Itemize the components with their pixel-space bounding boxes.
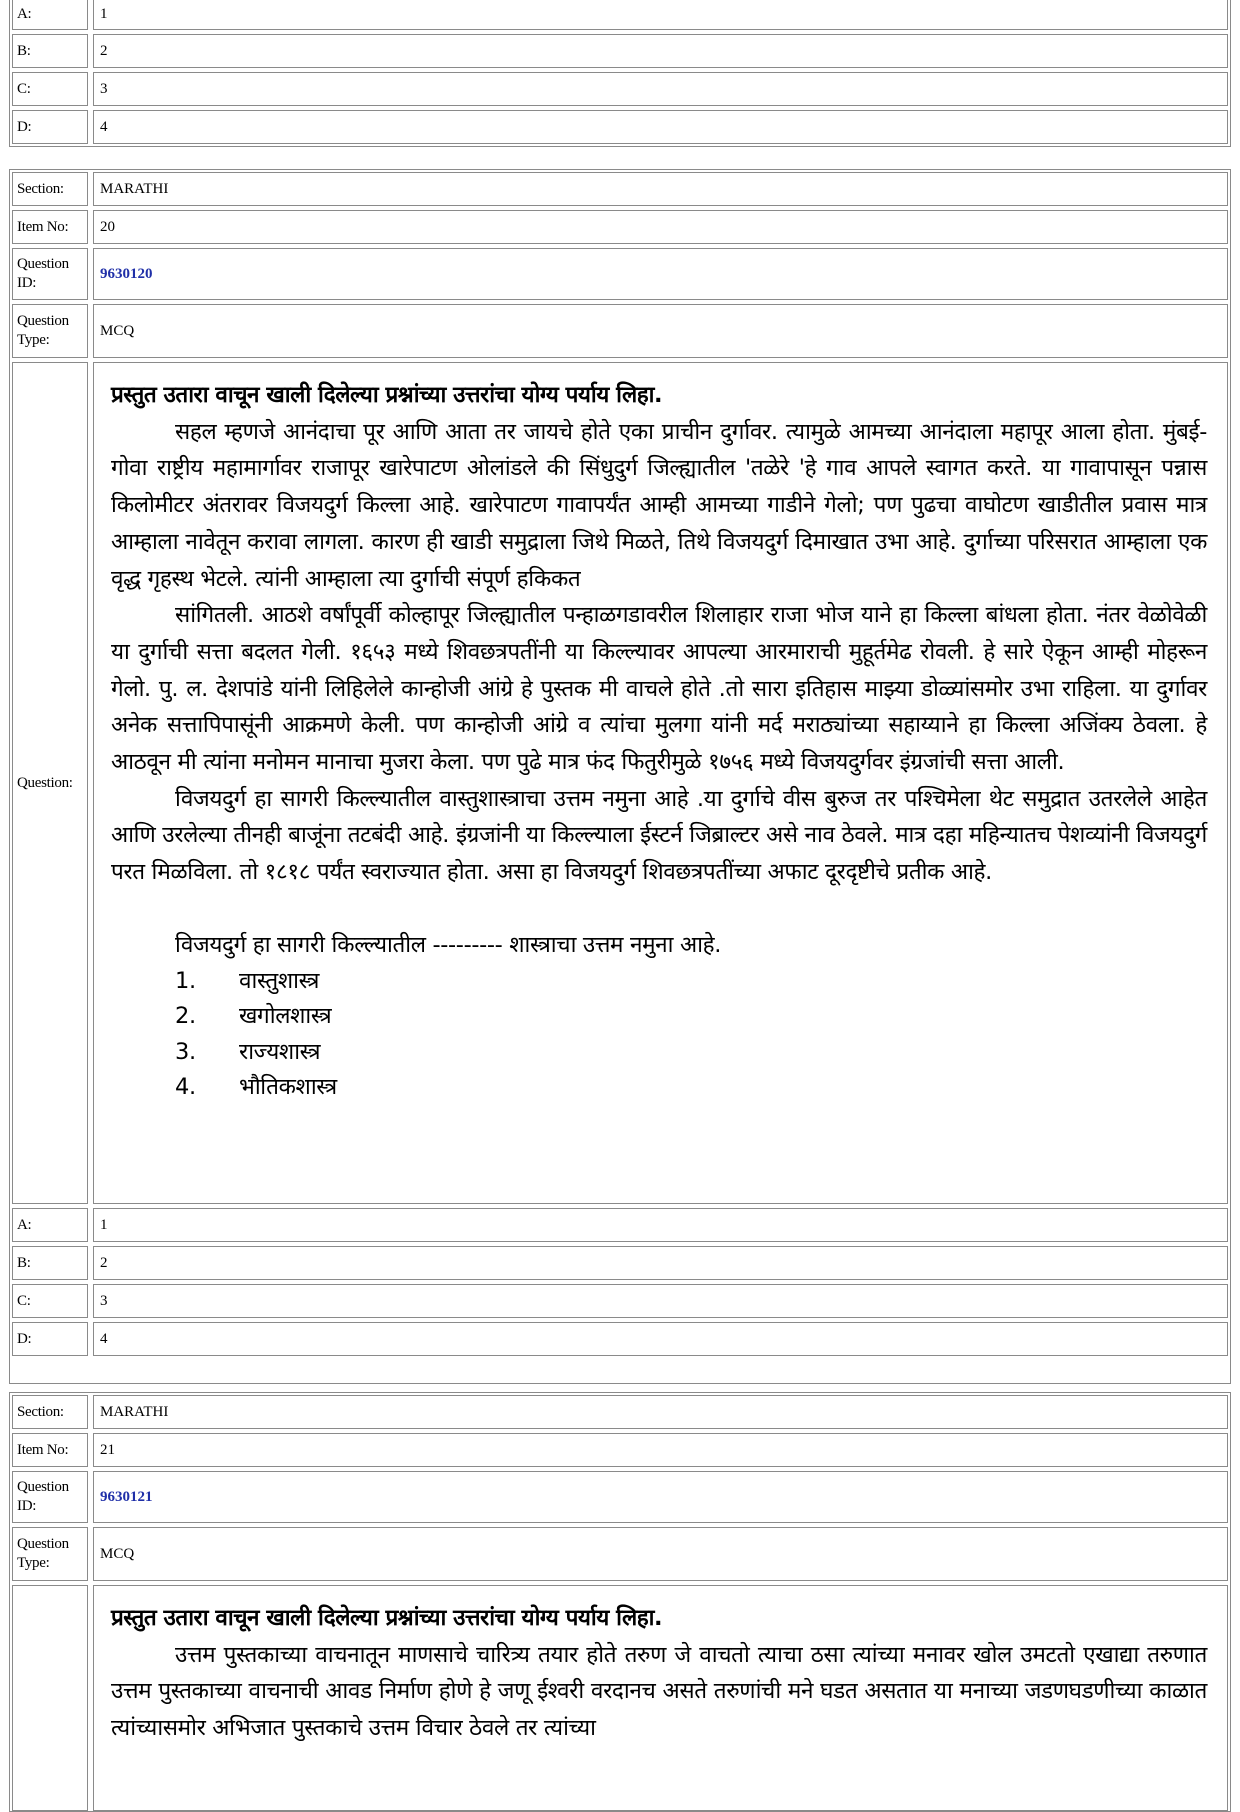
option-3-number: 3. bbox=[175, 1038, 196, 1065]
question-row bbox=[12, 1585, 1228, 1811]
section-label: Section: bbox=[12, 1395, 88, 1429]
question-content bbox=[93, 1585, 1228, 1811]
item-no-label: Item No: bbox=[12, 210, 88, 244]
option-2-text: खगोलशास्त्र bbox=[239, 1003, 332, 1030]
question-id-value: 9630121 bbox=[100, 1488, 153, 1505]
item-no-row bbox=[12, 1433, 1228, 1467]
option-1-number: 1. bbox=[175, 967, 196, 994]
question-label: Question: bbox=[12, 362, 88, 1204]
answer-c-label: C: bbox=[12, 72, 88, 106]
section-value: MARATHI bbox=[93, 1395, 1228, 1429]
option-1-text: वास्तुशास्त्र bbox=[239, 967, 320, 994]
option-3-text: राज्यशास्त्र bbox=[239, 1038, 321, 1065]
answer-row-b bbox=[12, 34, 1228, 68]
answer-d-label: D: bbox=[12, 110, 88, 144]
answer-row-b bbox=[12, 1246, 1228, 1280]
answer-a-label: A: bbox=[12, 1208, 88, 1242]
question-prompt: विजयदुर्ग हा सागरी किल्ल्यातील --------- शास्त्राचा उत्तम नमुना आहे. bbox=[175, 931, 721, 958]
answer-c-value: 3 bbox=[93, 72, 1228, 106]
question-type-label: Question Type: bbox=[12, 304, 88, 358]
question-id-label: Question ID: bbox=[12, 248, 88, 300]
question-type-value: MCQ bbox=[93, 304, 1228, 358]
item-no-value: 21 bbox=[93, 1433, 1228, 1467]
answer-a-label: A: bbox=[12, 0, 88, 30]
answer-c-label: C: bbox=[12, 1284, 88, 1318]
question-type-value: MCQ bbox=[93, 1527, 1228, 1581]
answer-row-c bbox=[12, 72, 1228, 106]
passage-paragraph-1: सहल म्हणजे आनंदाचा पूर आणि आता तर जायचे होते एका प्राचीन दुर्गावर. त्यामुळे आमच्या आनंदाला महापूर आला होता. मुंबई-गोवा राष्ट्रीय महामार्गावर राजापूर खारेपाटण ओलांडले की सिंधुदुर्ग जिल्ह्यातील 'तळेरे 'हे गाव आपले स्वागत करते. या गावापासून पन्नास किलोमीटर अंतरावर विजयदुर्ग किल्ला आहे. खारेपाटण गावापर्यंत आम्ही आमच्या गाडीने गेलो; पण पुढचा वाघोटण खाडीतील प्रवास मात्र आम्हाला नावेतून करावा लागला. कारण ही खाडी समुद्राला जिथे मिळते, तिथे विजयदुर्ग दिमाखात उभा आहे. दुर्गाच्या परिसरात आम्हाला एक वृद्ध गृहस्थ भेटले. त्यांनी आम्हाला त्या दुर्गाची संपूर्ण हकिकत bbox=[111, 418, 1207, 592]
answer-row-d bbox=[12, 110, 1228, 144]
item-no-row bbox=[12, 210, 1228, 244]
question-row bbox=[12, 362, 1228, 1204]
question-id-row bbox=[12, 1471, 1228, 1523]
passage-paragraph-3: विजयदुर्ग हा सागरी किल्ल्यातील वास्तुशास्त्राचा उत्तम नमुना आहे .या दुर्गाचे वीस बुरुज तर पश्चिमेला थेट समुद्रात उतरलेले आहेत आणि उरलेल्या तीनही बाजूंना तटबंदी आहे. इंग्रजांनी या किल्ल्याला ईस्टर्न जिब्राल्टर असे नाव ठेवले. मात्र दहा महिन्यातच पेशव्यांनी विजयदुर्ग परत मिळविला. तो १८१८ पर्यंत स्वराज्यात होता. असा हा विजयदुर्ग शिवछत्रपतींच्या अफाट दूरदृष्टीचे प्रतीक आहे. bbox=[111, 785, 1207, 886]
section-label: Section: bbox=[12, 172, 88, 206]
question-content bbox=[93, 362, 1228, 1204]
question-heading: प्रस्तुत उतारा वाचून खाली दिलेल्या प्रश्नांच्या उत्तरांचा योग्य पर्याय लिहा. bbox=[111, 1605, 663, 1631]
answer-d-value: 4 bbox=[93, 110, 1228, 144]
option-4-text: भौतिकशास्त्र bbox=[239, 1074, 337, 1101]
section-row bbox=[12, 1395, 1228, 1429]
answer-c-value: 3 bbox=[93, 1284, 1228, 1318]
answer-row-a bbox=[12, 1208, 1228, 1242]
answer-b-label: B: bbox=[12, 34, 88, 68]
option-2-number: 2. bbox=[175, 1003, 196, 1030]
question-id-row bbox=[12, 248, 1228, 300]
question-type-row bbox=[12, 1527, 1228, 1581]
passage-paragraph-1: उत्तम पुस्तकाच्या वाचनातून माणसाचे चारित्र्य तयार होते तरुण जे वाचतो त्याचा ठसा त्यांच्या मनावर खोल उमटतो एखाद्या तरुणात उत्तम पुस्तकाच्या वाचनाची आवड निर्माण होणे हे जणू ईश्वरी वरदानच असते तरुणांची मने घडत असतात या मनाच्या जडणघडणीच्या काळात त्यांच्यासमोर अभिजात पुस्तकाचे उत्तम विचार ठेवले तर त्यांच्या bbox=[111, 1641, 1207, 1742]
item-no-label: Item No: bbox=[12, 1433, 88, 1467]
answer-d-value: 4 bbox=[93, 1322, 1228, 1356]
question-label bbox=[12, 1585, 88, 1811]
section-row bbox=[12, 172, 1228, 206]
question-id-value: 9630120 bbox=[100, 265, 153, 282]
answer-b-value: 2 bbox=[93, 1246, 1228, 1280]
answer-row-d bbox=[12, 1322, 1228, 1356]
section-value: MARATHI bbox=[93, 172, 1228, 206]
question-id-cell bbox=[93, 248, 1228, 300]
answer-b-value: 2 bbox=[93, 34, 1228, 68]
question-block-20 bbox=[9, 169, 1231, 1384]
question-type-label: Question Type: bbox=[12, 1527, 88, 1581]
answer-b-label: B: bbox=[12, 1246, 88, 1280]
option-1 bbox=[111, 964, 1207, 1000]
question-text bbox=[111, 377, 1207, 1106]
option-4 bbox=[111, 1070, 1207, 1106]
question-block-21 bbox=[9, 1392, 1231, 1812]
question-id-cell bbox=[93, 1471, 1228, 1523]
answer-a-value: 1 bbox=[93, 1208, 1228, 1242]
passage-paragraph-2: सांगितली. आठशे वर्षांपूर्वी कोल्हापूर जिल्ह्यातील पन्हाळगडावरील शिलाहार राजा भोज याने हा किल्ला बांधला होता. नंतर वेळोवेळी या दुर्गाची सत्ता बदलत गेली. १६५३ मध्ये शिवछत्रपतींनी या किल्ल्यावर आपल्या आरमाराची मुहूर्तमेढ रोवली. हे सारे ऐकून आम्ही मोहरून गेलो. पु. ल. देशपांडे यांनी लिहिलेले कान्होजी आंग्रे हे पुस्तक मी वाचले होते .तो सारा इतिहास माझ्या डोळ्यांसमोर उभा राहिला. या दुर्गावर अनेक सत्तापिपासूंनी आक्रमणे केली. पण कान्होजी आंग्रे व त्यांचा मुलगा यांनी मर्द मराठ्यांच्या सहाय्याने हा किल्ला अजिंक्य ठेवला. हे आठवून मी त्यांना मनोमन मानाचा मुजरा केला. पण पुढे मात्र फंद फितुरीमुळे १७५६ मध्ये विजयदुर्गवर इंग्रजांची सत्ता आली. bbox=[111, 602, 1207, 776]
answer-d-label: D: bbox=[12, 1322, 88, 1356]
answer-a-value: 1 bbox=[93, 0, 1228, 30]
option-3 bbox=[111, 1035, 1207, 1071]
question-type-row bbox=[12, 304, 1228, 358]
question-heading: प्रस्तुत उतारा वाचून खाली दिलेल्या प्रश्नांच्या उत्तरांचा योग्य पर्याय लिहा. bbox=[111, 382, 663, 408]
question-id-label: Question ID: bbox=[12, 1471, 88, 1523]
option-4-number: 4. bbox=[175, 1074, 196, 1101]
answer-row-c bbox=[12, 1284, 1228, 1318]
question-block-19-answers bbox=[9, 0, 1231, 147]
option-2 bbox=[111, 999, 1207, 1035]
item-no-value: 20 bbox=[93, 210, 1228, 244]
answer-row-a bbox=[12, 0, 1228, 30]
question-text bbox=[111, 1600, 1207, 1747]
